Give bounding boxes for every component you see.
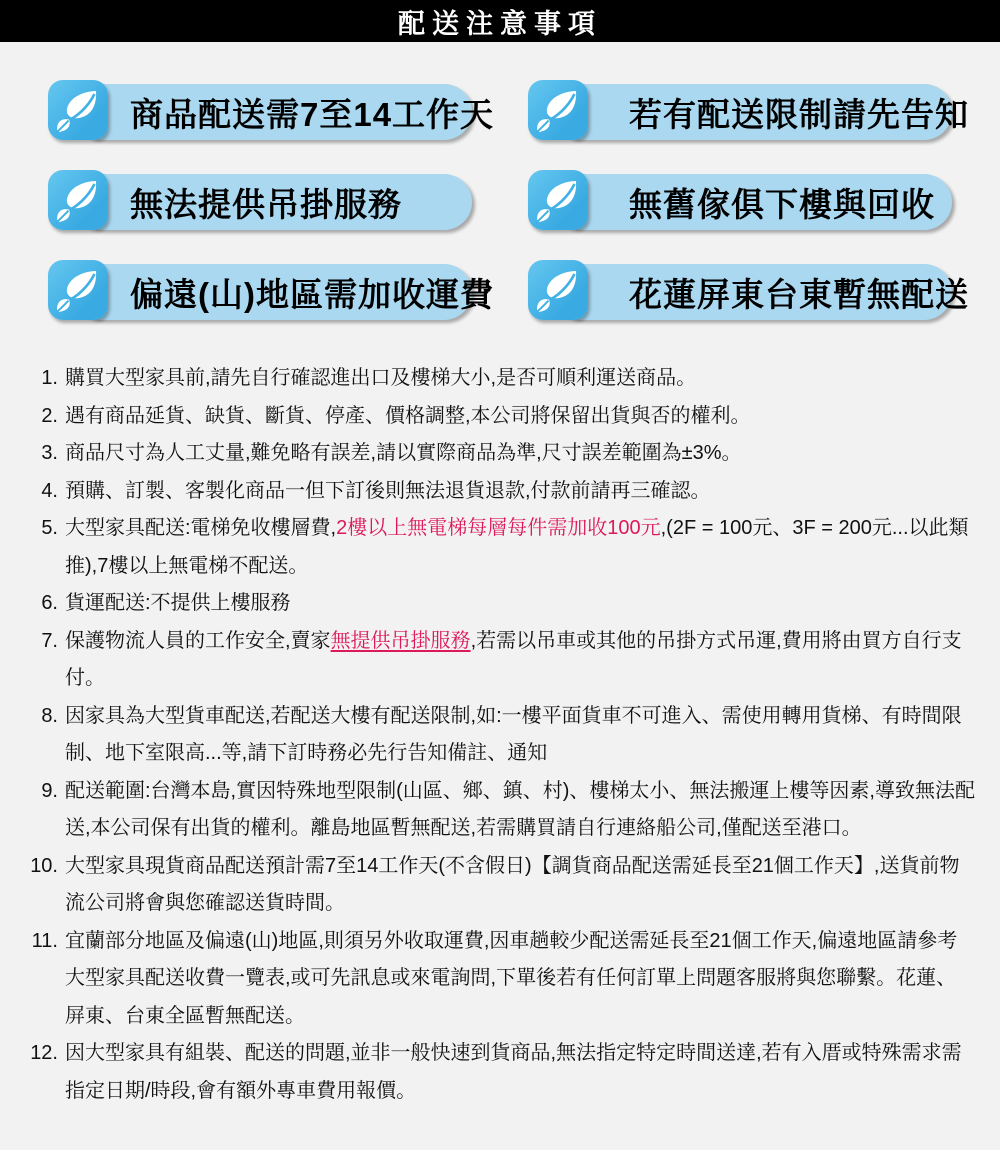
note-number: 6. — [41, 592, 58, 614]
note-item — [0, 435, 976, 473]
note-segment: 宜蘭部分地區及偏遠(山)地區,則須另外收取運費,因車趟較少配送需延長至21個工作天,偏遠地區請參考大型家具配送收費一覽表,或可先訊息或來電詢問,下單後若有任何訂單上問題客服將與您聯繫。花蓮、屏東、台東全區暫無配送。 — [65, 929, 958, 1027]
leaf-icon — [528, 170, 588, 230]
note-number: 4. — [41, 479, 58, 502]
badge-grid — [0, 42, 1000, 320]
note-segment: 配送範圍:台灣本島,實因特殊地型限制(山區、鄉、鎮、村)、樓梯太小、無法搬運上樓等因素,導致無法配送,本公司保有出貨的權利。離島地區暫無配送,若需購買請自行連絡船公司,僅配送至港口。 — [65, 779, 975, 839]
note-text — [65, 510, 976, 585]
note-text — [65, 698, 976, 773]
badge-delivery-limit-notice — [528, 80, 969, 140]
leaf-icon — [528, 80, 588, 140]
note-item — [0, 398, 976, 436]
badge-label: 無舊傢俱下樓與回收 — [555, 174, 952, 230]
highlight-text: 無提供吊掛服務 — [330, 629, 471, 652]
note-number: 5. — [41, 517, 58, 539]
note-number: 2. — [41, 404, 58, 427]
badge-delivery-days — [48, 80, 495, 140]
note-text — [65, 848, 976, 923]
badge-label: 花蓮屏東台東暫無配送 — [555, 264, 952, 320]
note-segment: 貨運配送:不提供上樓服務 — [65, 592, 291, 614]
leaf-icon — [48, 260, 108, 320]
badge-no-hoisting — [48, 170, 472, 230]
note-text — [65, 623, 976, 698]
note-segment: 預購、訂製、客製化商品一但下訂後則無法退貨退款,付款前請再三確認。 — [65, 479, 711, 502]
note-text — [65, 1035, 976, 1110]
note-segment: 商品尺寸為人工丈量,難免略有誤差,請以實際商品為準,尺寸誤差範圍為±3%。 — [65, 442, 742, 464]
note-segment: 保護物流人員的工作安全,賣家 — [65, 629, 331, 652]
note-segment: ,若需以吊車或其他的吊掛方式吊運,費用將由買方自行支付。 — [65, 629, 962, 689]
note-text — [65, 923, 976, 1036]
badge-label: 商品配送需7至14工作天 — [75, 84, 472, 140]
note-item — [0, 698, 976, 773]
note-text — [65, 773, 976, 848]
badge-no-old-furniture-recycle — [528, 170, 952, 230]
note-number: 9. — [41, 779, 58, 802]
note-item — [0, 510, 976, 585]
note-number: 12. — [30, 1042, 58, 1064]
note-segment: 購買大型家具前,請先自行確認進出口及樓梯大小,是否可順利運送商品。 — [65, 367, 697, 389]
note-segment: ,(2F = 100元、3F = 200元...以此類推),7樓以上無電梯不配送。 — [65, 517, 969, 577]
badge-remote-area-fee — [48, 260, 494, 320]
note-text — [65, 585, 976, 623]
note-text — [65, 398, 976, 436]
notes-list — [0, 360, 1000, 1110]
note-segment: 大型家具配送:電梯免收樓層費, — [65, 517, 337, 539]
leaf-icon — [528, 260, 588, 320]
badge-no-delivery-east-taiwan — [528, 260, 969, 320]
note-text — [65, 360, 976, 398]
note-item — [0, 923, 976, 1036]
note-item — [0, 623, 976, 698]
badge-label: 無法提供吊掛服務 — [75, 174, 472, 230]
note-number: 3. — [41, 442, 58, 464]
note-segment: 遇有商品延貨、缺貨、斷貨、停產、價格調整,本公司將保留出貨與否的權利。 — [65, 404, 751, 427]
note-text — [65, 473, 976, 511]
note-segment: 大型家具現貨商品配送預計需7至14工作天(不含假日)【調貨商品配送需延長至21個工作天】,送貨前物流公司將會與您確認送貨時間。 — [65, 854, 960, 914]
note-item — [0, 773, 976, 848]
note-item — [0, 848, 976, 923]
note-number: 8. — [41, 704, 58, 727]
note-item — [0, 585, 976, 623]
page-title: 配送注意事項 — [398, 8, 602, 39]
note-segment: 因家具為大型貨車配送,若配送大樓有配送限制,如:一樓平面貨車不可進入、需使用轉用貨梯、有時間限制、地下室限高...等,請下訂時務必先行告知備註、通知 — [65, 704, 962, 764]
highlight-text: 2樓以上無電梯每層每件需加收100元 — [336, 517, 661, 539]
note-item — [0, 360, 976, 398]
note-text — [65, 435, 976, 473]
note-number: 1. — [41, 367, 58, 389]
note-number: 7. — [41, 629, 58, 652]
note-item — [0, 1035, 976, 1110]
leaf-icon — [48, 170, 108, 230]
delivery-notice-header — [0, 0, 1000, 42]
note-item — [0, 473, 976, 511]
leaf-icon — [48, 80, 108, 140]
note-segment: 因大型家具有組裝、配送的問題,並非一般快速到貨商品,無法指定特定時間送達,若有入厝或特殊需求需指定日期/時段,會有額外專車費用報價。 — [65, 1042, 962, 1102]
badge-label: 偏遠(山)地區需加收運費 — [75, 264, 472, 320]
badge-label: 若有配送限制請先告知 — [555, 84, 952, 140]
note-number: 11. — [31, 929, 58, 952]
note-number: 10. — [30, 854, 58, 877]
